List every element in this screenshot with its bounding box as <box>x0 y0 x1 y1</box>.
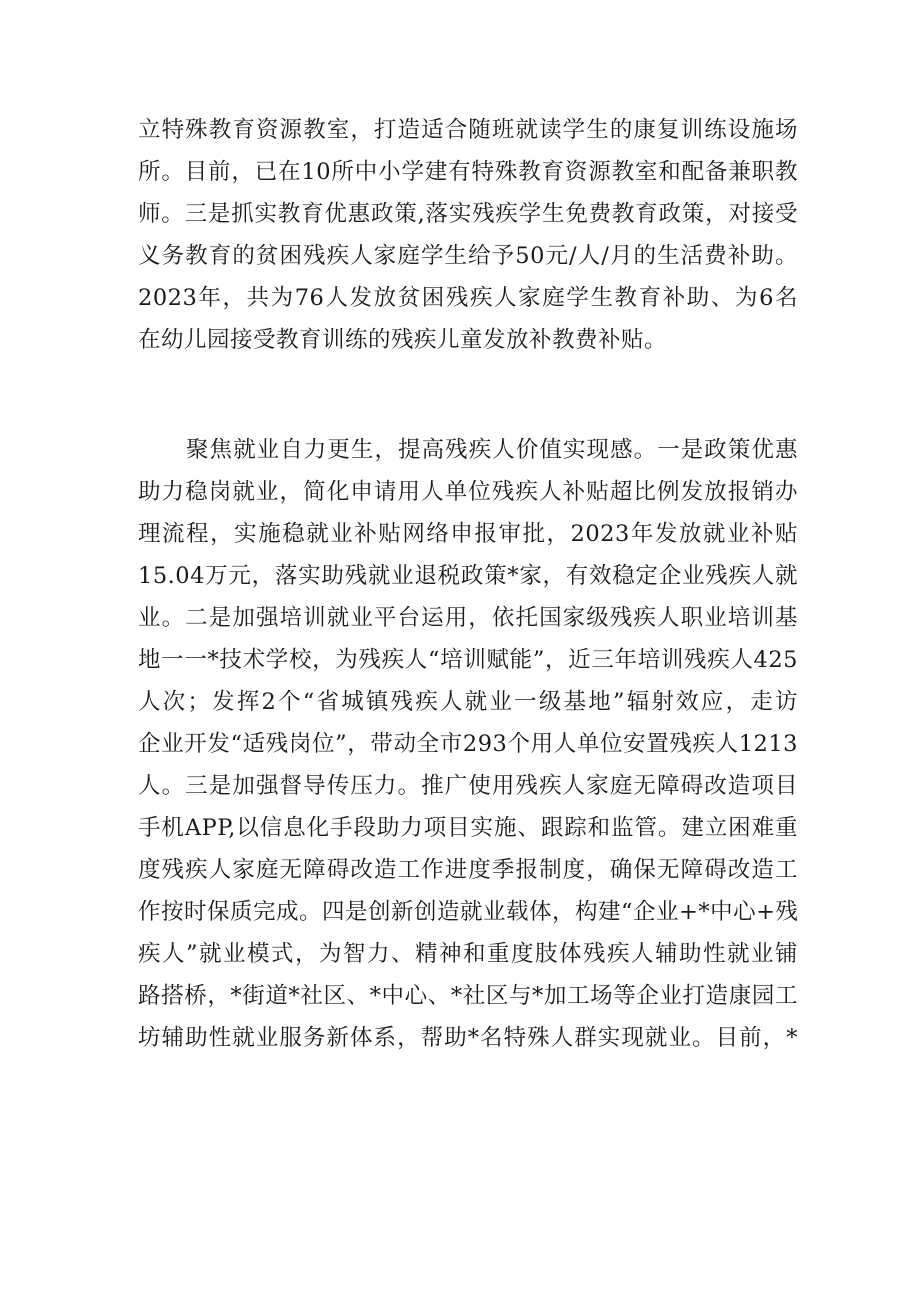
text-line: 聚焦就业自力更生，提高残疾人价值实现感。一是政策优惠 <box>186 437 798 463</box>
text-line: 义务教育的贫困残疾人家庭学生给予50元/人/月的生活费补助。 <box>138 243 798 269</box>
text-line: 手机APP,以信息化手段助力项目实施、跟踪和监管。建立困难重 <box>138 815 798 841</box>
text-line: 人。三是加强督导传压力。推广使用残疾人家庭无障碍改造项目 <box>138 773 798 799</box>
paragraph-employment <box>138 429 798 1059</box>
paragraph-education <box>138 109 798 361</box>
text-line: 助力稳岗就业，简化申请用人单位残疾人补贴超比例发放报销办 <box>138 479 798 505</box>
text-line: 企业开发“适残岗位”，带动全市293个用人单位安置残疾人1213 <box>138 731 798 757</box>
text-line: 2023年，共为76人发放贫困残疾人家庭学生教育补助、为6名 <box>138 285 798 311</box>
text-line: 作按时保质完成。四是创新创造就业载体，构建“企业+*中心+残 <box>138 899 799 925</box>
text-line: 人次；发挥2个“省城镇残疾人就业一级基地”辐射效应，走访 <box>138 689 798 715</box>
text-line: 地一一*技术学校，为残疾人“培训赋能”，近三年培训残疾人425 <box>138 647 798 673</box>
text-line: 理流程，实施稳就业补贴网络申报审批，2023年发放就业补贴 <box>138 521 798 547</box>
text-line: 坊辅助性就业服务新体系，帮助*名特殊人群实现就业。目前，* <box>138 1025 798 1051</box>
text-line: 路搭桥，*街道*社区、*中心、*社区与*加工场等企业打造康园工 <box>138 983 798 1009</box>
text-line: 在幼儿园接受教育训练的残疾儿童发放补教费补贴。 <box>138 327 668 353</box>
text-line: 度残疾人家庭无障碍改造工作进度季报制度，确保无障碍改造工 <box>138 857 798 883</box>
text-line: 15.04万元，落实助残就业退税政策*家，有效稳定企业残疾人就 <box>138 563 798 589</box>
text-line: 立特殊教育资源教室，打造适合随班就读学生的康复训练设施场 <box>138 117 798 143</box>
text-line: 疾人”就业模式，为智力、精神和重度肢体残疾人辅助性就业铺 <box>138 941 798 967</box>
text-line: 师。三是抓实教育优惠政策,落实残疾学生免费教育政策，对接受 <box>138 201 798 227</box>
text-line: 所。目前，已在10所中小学建有特殊教育资源教室和配备兼职教 <box>138 159 798 185</box>
text-line: 业。二是加强培训就业平台运用，依托国家级残疾人职业培训基 <box>138 605 798 631</box>
